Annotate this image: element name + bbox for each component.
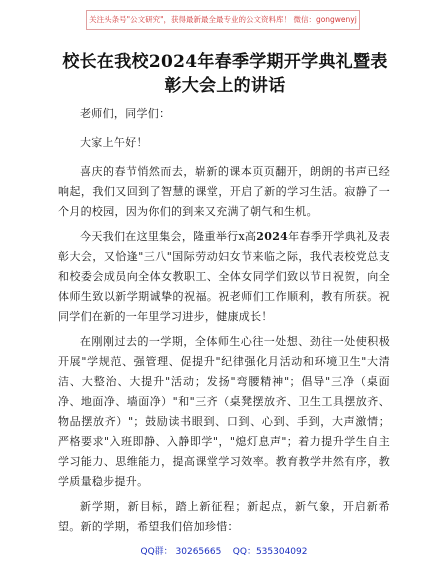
paragraph-new-semester: 新学期，新目标，踏上新征程；新起点，新气象，开启新希望。新的学期，希望我们倍加珍惜：: [58, 500, 390, 533]
paragraph-last-semester: 在刚刚过去的一学期，全体师生心往一处想、劲往一处使积极开展"学规范、强管理、促提升"纪律强化月活动和环境卫生"大清洁、大整治、大提升"活动；发扬"弯腰精神"；倡导"三净（桌面净、地面净、墙面净）"和"三齐（桌凳摆放齐、卫生工具摆放齐、物品摆放齐）"；鼓励读书眼到、口到、心到、手到，大声激情；严格要求"入班即静、入静即学"，"熄灯息声"；着力提升学生自主学习能力、思维能力，提高课堂学习效率。教育教学井然有序，教学质量稳步提升。: [58, 335, 390, 488]
paragraph-opening-ceremony: [58, 227, 390, 327]
year-text: 2024: [256, 230, 289, 243]
paragraph-spring-festival: 喜庆的春节悄然而去，崭新的课本页页翻开，朗朗的书声已经响起，我们又回到了智慧的课堂，开启了新的学习生活。寂静了一个月的校园，因为你们的到来又充满了朝气和生机。: [58, 165, 390, 218]
document-title: 校长在我校2024年春季学期开学典礼暨表彰大会上的讲话: [62, 52, 388, 96]
qq-footer: QQ群： 30265665 QQ：535304092: [140, 547, 308, 557]
promo-banner: 关注头条号"公文研究"，获得最新最全最专业的公文资料库！ 微信：gongwenyj: [86, 10, 360, 30]
paragraph-text: 今天我们在这里集会，隆重举行x高: [80, 230, 257, 243]
paragraph-text: 年春季开学典礼及表彰大会，又恰逢"三八"国际劳动妇女节来临之际，我代表校党总支和校委会成员向全体女教职工、全体女同学们致以节日祝贺，向全体师生致以新学期诚挚的祝福。祝老师们工作顺利，教有所获。祝同学们在新的一年里学习进步，健康成长！: [58, 230, 390, 323]
greeting: 大家上午好！: [80, 136, 148, 149]
salutation: 老师们，同学们：: [80, 107, 171, 120]
speech-body: [58, 104, 390, 542]
